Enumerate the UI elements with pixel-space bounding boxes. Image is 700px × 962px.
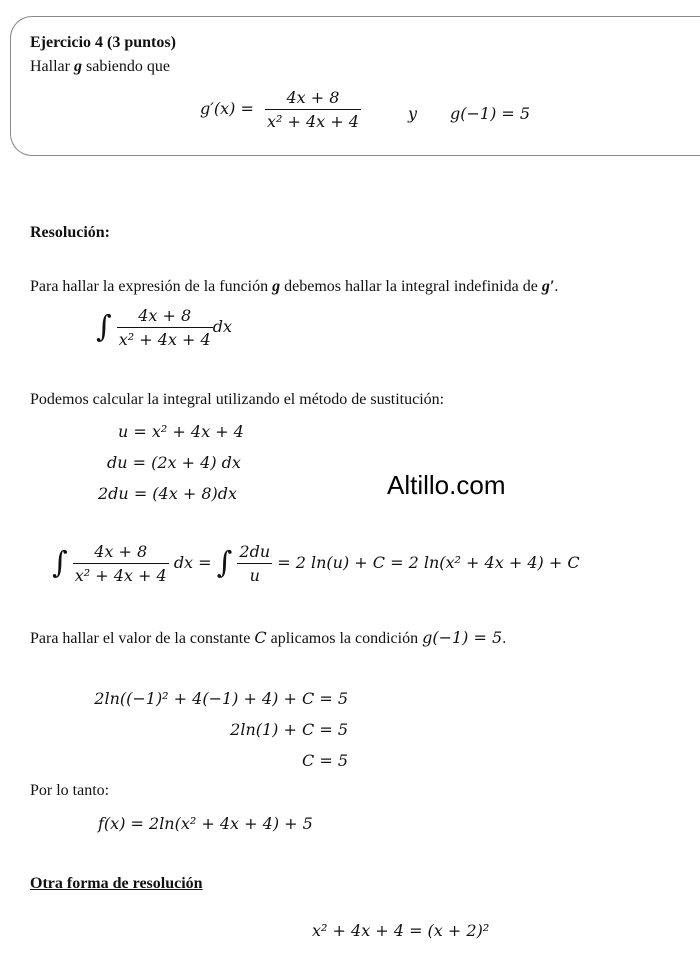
gprime-fraction	[265, 88, 361, 131]
chain-denominator-1: x² + 4x + 4	[73, 563, 169, 585]
chain-numerator-1: 4x + 8	[94, 542, 148, 561]
intro-prefix: Para hallar la expresión de la función	[30, 278, 273, 295]
constant-middle: aplicamos la condición	[266, 630, 423, 647]
integral-sign-icon: ∫	[96, 309, 112, 345]
prompt-var: g	[73, 58, 82, 75]
gprime-equation	[200, 88, 361, 131]
chain-fraction-1	[73, 542, 169, 585]
other-method-heading: Otra forma de resolución	[30, 875, 203, 892]
method-text: Podemos calcular la integral utilizando el método de sustitución:	[30, 391, 445, 408]
therefore-label: Por lo tanto:	[30, 782, 110, 799]
integral-dx: dx	[212, 317, 232, 336]
integral-chain	[52, 542, 580, 585]
chain-fraction-2	[237, 542, 272, 585]
connector-y: y	[408, 104, 418, 123]
constant-end: .	[502, 630, 507, 647]
chain-mid: dx =	[173, 553, 212, 572]
integral-sign-icon: ∫	[216, 545, 233, 581]
equation-1: 2ln((−1)² + 4(−1) + 4) + C = 5	[94, 689, 348, 708]
chain-denominator-2: u	[237, 563, 272, 585]
intro-var2: g′	[541, 278, 555, 295]
gprime-numerator: 4x + 8	[286, 88, 340, 107]
resolution-heading: Resolución:	[30, 224, 110, 241]
integral-denominator: x² + 4x + 4	[117, 327, 213, 349]
exercise-prompt	[30, 58, 170, 76]
other-method-equation: x² + 4x + 4 = (x + 2)²	[312, 921, 490, 940]
integral-expression	[96, 306, 232, 349]
constant-paragraph	[30, 628, 506, 648]
intro-middle: debemos hallar la integral indefinida de	[280, 278, 542, 295]
integral-fraction	[117, 306, 213, 349]
gprime-label: g′(x) =	[200, 99, 254, 118]
constant-condition: g(−1) = 5	[422, 628, 503, 647]
substitution-u: u = x² + 4x + 4	[118, 422, 244, 441]
watermark: Altillo.com	[387, 470, 506, 500]
chain-end: = 2 ln(u) + C = 2 ln(x² + 4x + 4) + C	[277, 553, 580, 572]
integral-numerator: 4x + 8	[138, 306, 192, 325]
substitution-du: du = (2x + 4) dx	[107, 453, 241, 472]
prompt-prefix: Hallar	[30, 58, 74, 75]
chain-numerator-2: 2du	[239, 542, 271, 561]
exercise-title: Ejercicio 4 (3 puntos)	[30, 34, 176, 51]
initial-condition: g(−1) = 5	[450, 104, 531, 123]
equation-3: C = 5	[302, 751, 348, 770]
intro-var: g	[272, 278, 281, 295]
integral-sign-icon: ∫	[52, 545, 68, 581]
intro-end: .	[554, 278, 559, 295]
intro-paragraph	[30, 278, 558, 296]
equation-2: 2ln(1) + C = 5	[230, 720, 348, 739]
gprime-denominator: x² + 4x + 4	[265, 109, 361, 131]
substitution-2du: 2du = (4x + 8)dx	[98, 484, 238, 503]
constant-var: C	[254, 628, 267, 647]
constant-prefix: Para hallar el valor de la constante	[30, 630, 255, 647]
prompt-suffix: sabiendo que	[81, 58, 170, 75]
final-result: f(x) = 2ln(x² + 4x + 4) + 5	[98, 814, 313, 833]
